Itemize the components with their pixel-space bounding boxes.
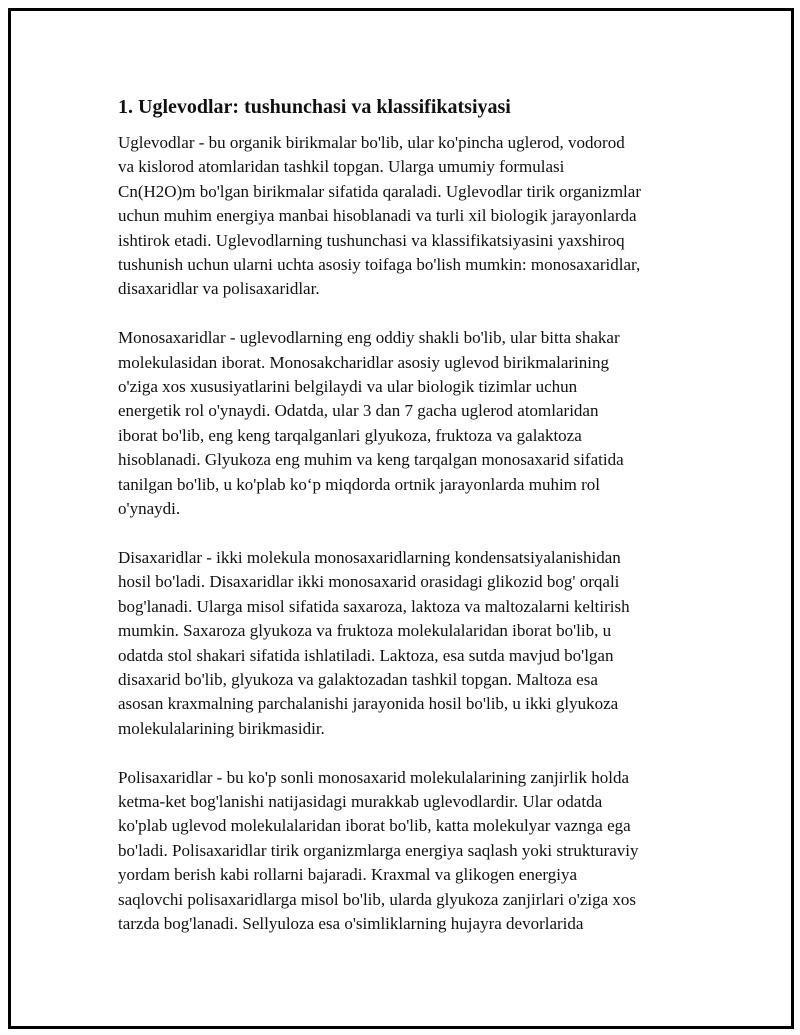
text-line: iborat bo'lib, eng keng tarqalganlari glyukoza, fruktoza va galaktoza [118, 425, 582, 445]
text-line: hosil bo'ladi. Disaxaridlar ikki monosaxarid orasidagi glikozid bog' orqali [118, 572, 620, 592]
text-line: Cn(H2O)m bo'lgan birikmalar sifatida qaraladi. Uglevodlar tirik organizmlar [118, 181, 641, 201]
text-line: Monosaxaridlar - uglevodlarning eng oddiy shakli bo'lib, ular bitta shakar [118, 328, 620, 348]
paragraph-2 [118, 326, 678, 521]
text-line: Polisaxaridlar - bu ko'p sonli monosaxarid molekulalarining zanjirlik holda [118, 767, 630, 787]
text-line: disaxarid bo'lib, glyukoza va galaktozadan tashkil topgan. Maltoza esa [118, 669, 598, 689]
text-line: ketma-ket bog'lanishi natijasidagi murakkab uglevodlardir. Ular odatda [118, 791, 603, 811]
text-line: bog'lanadi. Ularga misol sifatida saxaroza, laktoza va maltozalarni keltirish [118, 596, 630, 616]
paragraphs-container [118, 131, 678, 936]
document-body [118, 93, 678, 961]
text-line: va kislorod atomlaridan tashkil topgan. Ularga umumiy formulasi [118, 157, 565, 177]
text-line: tushunish uchun ularni uchta asosiy toifaga bo'lish mumkin: monosaxaridlar, [118, 255, 641, 275]
text-line: tarzda bog'lanadi. Sellyuloza esa o'simliklarning hujayra devorlarida [118, 913, 584, 933]
text-line: Uglevodlar - bu organik birikmalar bo'lib, ular ko'pincha uglerod, vodorod [118, 133, 625, 152]
paragraph-1 [118, 131, 678, 302]
section-heading: 1. Uglevodlar: tushunchasi va klassifikatsiyasi [118, 96, 511, 118]
text-line: o'ziga xos xususiyatlarini belgilaydi va ular biologik tizimlar uchun [118, 377, 578, 397]
text-line: hisoblanadi. Glyukoza eng muhim va keng tarqalgan monosaxarid sifatida [118, 450, 624, 470]
text-line: disaxaridlar va polisaxaridlar. [118, 279, 320, 299]
text-line: bo'ladi. Polisaxaridlar tirik organizmlarga energiya saqlash yoki strukturaviy [118, 840, 639, 860]
paragraph-3 [118, 546, 678, 741]
text-line: tanilgan bo'lib, u ko'plab ko‘p miqdorda ortnik jarayonlarda muhim rol [118, 474, 601, 494]
text-line: energetik rol o'ynaydi. Odatda, ular 3 dan 7 gacha uglerod atomlaridan [118, 401, 599, 421]
text-line: saqlovchi polisaxaridlarga misol bo'lib, ularda glyukoza zanjirlari o'ziga xos [118, 889, 637, 909]
text-line: ishtirok etadi. Uglevodlarning tushunchasi va klassifikatsiyasini yaxshiroq [118, 230, 625, 250]
text-line: molekulalarining birikmasidir. [118, 718, 325, 738]
text-line: uchun muhim energiya manbai hisoblanadi va turli xil biologik jarayonlarda [118, 206, 637, 226]
text-line: Disaxaridlar - ikki molekula monosaxaridlarning kondensatsiyalanishidan [118, 547, 621, 567]
text-line: ko'plab uglevod molekulalaridan iborat bo'lib, katta molekulyar vaznga ega [118, 816, 631, 836]
text-line: molekulasidan iborat. Monosakcharidlar asosiy uglevod birikmalarining [118, 352, 609, 372]
text-line: mumkin. Saxaroza glyukoza va fruktoza molekulalaridan iborat bo'lib, u [118, 621, 612, 641]
text-line: asosan kraxmalning parchalanishi jarayonida hosil bo'lib, u ikki glyukoza [118, 694, 619, 714]
text-line: o'ynaydi. [118, 499, 181, 519]
text-line: odatda stol shakari sifatida ishlatiladi. Laktoza, esa sutda mavjud bo'lgan [118, 645, 614, 665]
text-line: yordam berish kabi rollarni bajaradi. Kraxmal va glikogen energiya [118, 865, 577, 885]
paragraph-4 [118, 766, 678, 937]
